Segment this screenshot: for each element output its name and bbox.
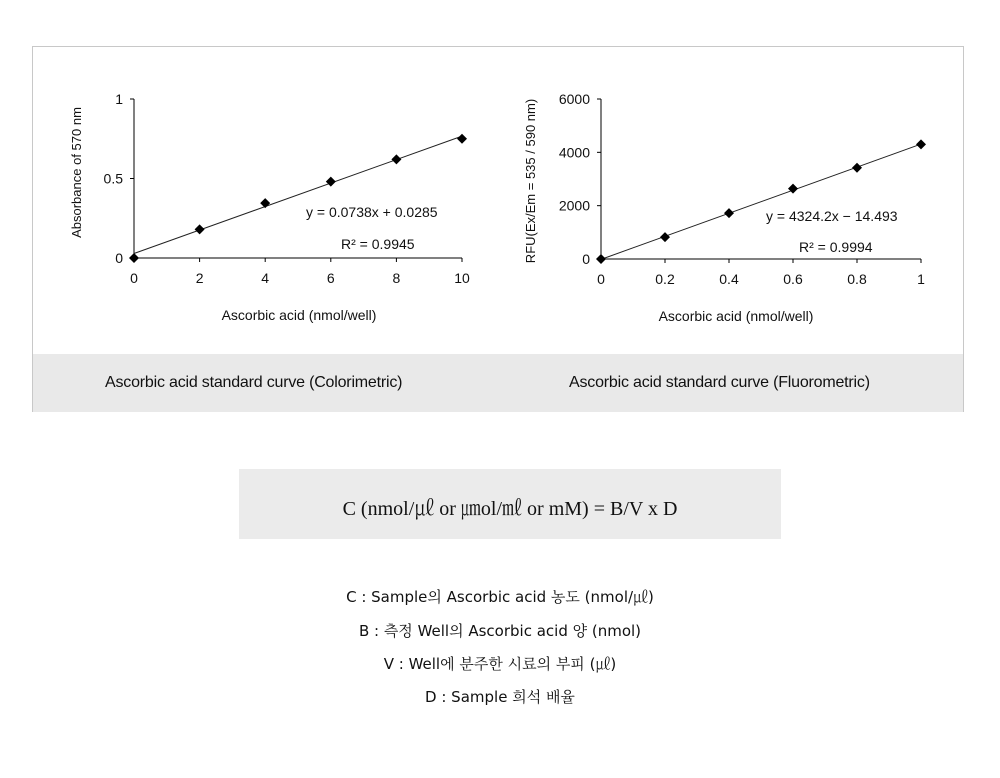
data-point — [195, 224, 205, 234]
definition-b: B : 측정 Well의 Ascorbic acid 양 (nmol) — [358, 622, 642, 640]
colorimetric-chart — [60, 75, 480, 335]
formula-box — [239, 469, 781, 539]
x-tick-label: 8 — [392, 270, 401, 286]
x-tick-label: 0 — [597, 271, 605, 287]
fluorometric-chart — [515, 75, 945, 335]
r-squared-label: R² = 0.9945 — [341, 236, 415, 252]
trendline-equation: y = 4324.2x − 14.493 — [766, 208, 898, 224]
data-point — [457, 134, 467, 144]
x-axis-label: Ascorbic acid (nmol/well) — [658, 308, 814, 324]
data-point — [852, 163, 862, 173]
r-squared-label: R² = 0.9994 — [799, 239, 873, 255]
x-tick-label: 10 — [454, 270, 470, 286]
y-tick-label: 1 — [115, 91, 123, 107]
data-point — [391, 154, 401, 164]
x-tick-label: 4 — [261, 270, 270, 286]
trendline — [602, 144, 921, 259]
x-tick-label: 0.8 — [847, 271, 867, 287]
data-point — [916, 139, 926, 149]
data-point — [596, 254, 606, 264]
y-axis-label: Absorbance of 570 nm — [69, 107, 84, 238]
data-point — [129, 253, 139, 263]
x-tick-label: 0.6 — [783, 271, 803, 287]
y-tick-label: 4000 — [558, 144, 590, 161]
caption-band — [33, 354, 963, 412]
definition-v: V : Well에 분주한 시료의 부피 (㎕) — [383, 655, 617, 673]
fluorometric-caption: Ascorbic acid standard curve (Fluorometric) — [569, 374, 870, 391]
trendline-equation: y = 0.0738x + 0.0285 — [306, 204, 438, 220]
x-tick-label: 2 — [195, 270, 204, 286]
data-point — [788, 184, 798, 194]
concentration-formula: C (nmol/㎕ or ㎛ol/㎖ or mM) = B/V x D — [342, 498, 678, 520]
y-tick-label: 0 — [582, 251, 590, 267]
y-tick-label: 0 — [115, 250, 123, 266]
data-point — [724, 208, 734, 218]
x-tick-label: 0.4 — [719, 271, 739, 287]
data-point — [660, 232, 670, 242]
y-tick-label: 6000 — [558, 91, 590, 107]
colorimetric-caption: Ascorbic acid standard curve (Colorimetric) — [105, 374, 403, 391]
data-point — [326, 177, 336, 187]
x-tick-label: 0.2 — [655, 271, 675, 287]
x-tick-label: 6 — [326, 270, 335, 286]
x-tick-label: 1 — [917, 271, 925, 287]
x-tick-label: 0 — [130, 270, 138, 286]
y-tick-label: 2000 — [558, 197, 590, 214]
data-point — [260, 198, 270, 208]
y-tick-label: 0.5 — [103, 170, 123, 187]
definition-c: C : Sample의 Ascorbic acid 농도 (nmol/㎕) — [346, 588, 654, 606]
x-axis-label: Ascorbic acid (nmol/well) — [221, 307, 377, 323]
y-axis-label: RFU(Ex/Em = 535 / 590 nm) — [523, 98, 538, 264]
definition-d: D : Sample 희석 배율 — [425, 688, 575, 706]
